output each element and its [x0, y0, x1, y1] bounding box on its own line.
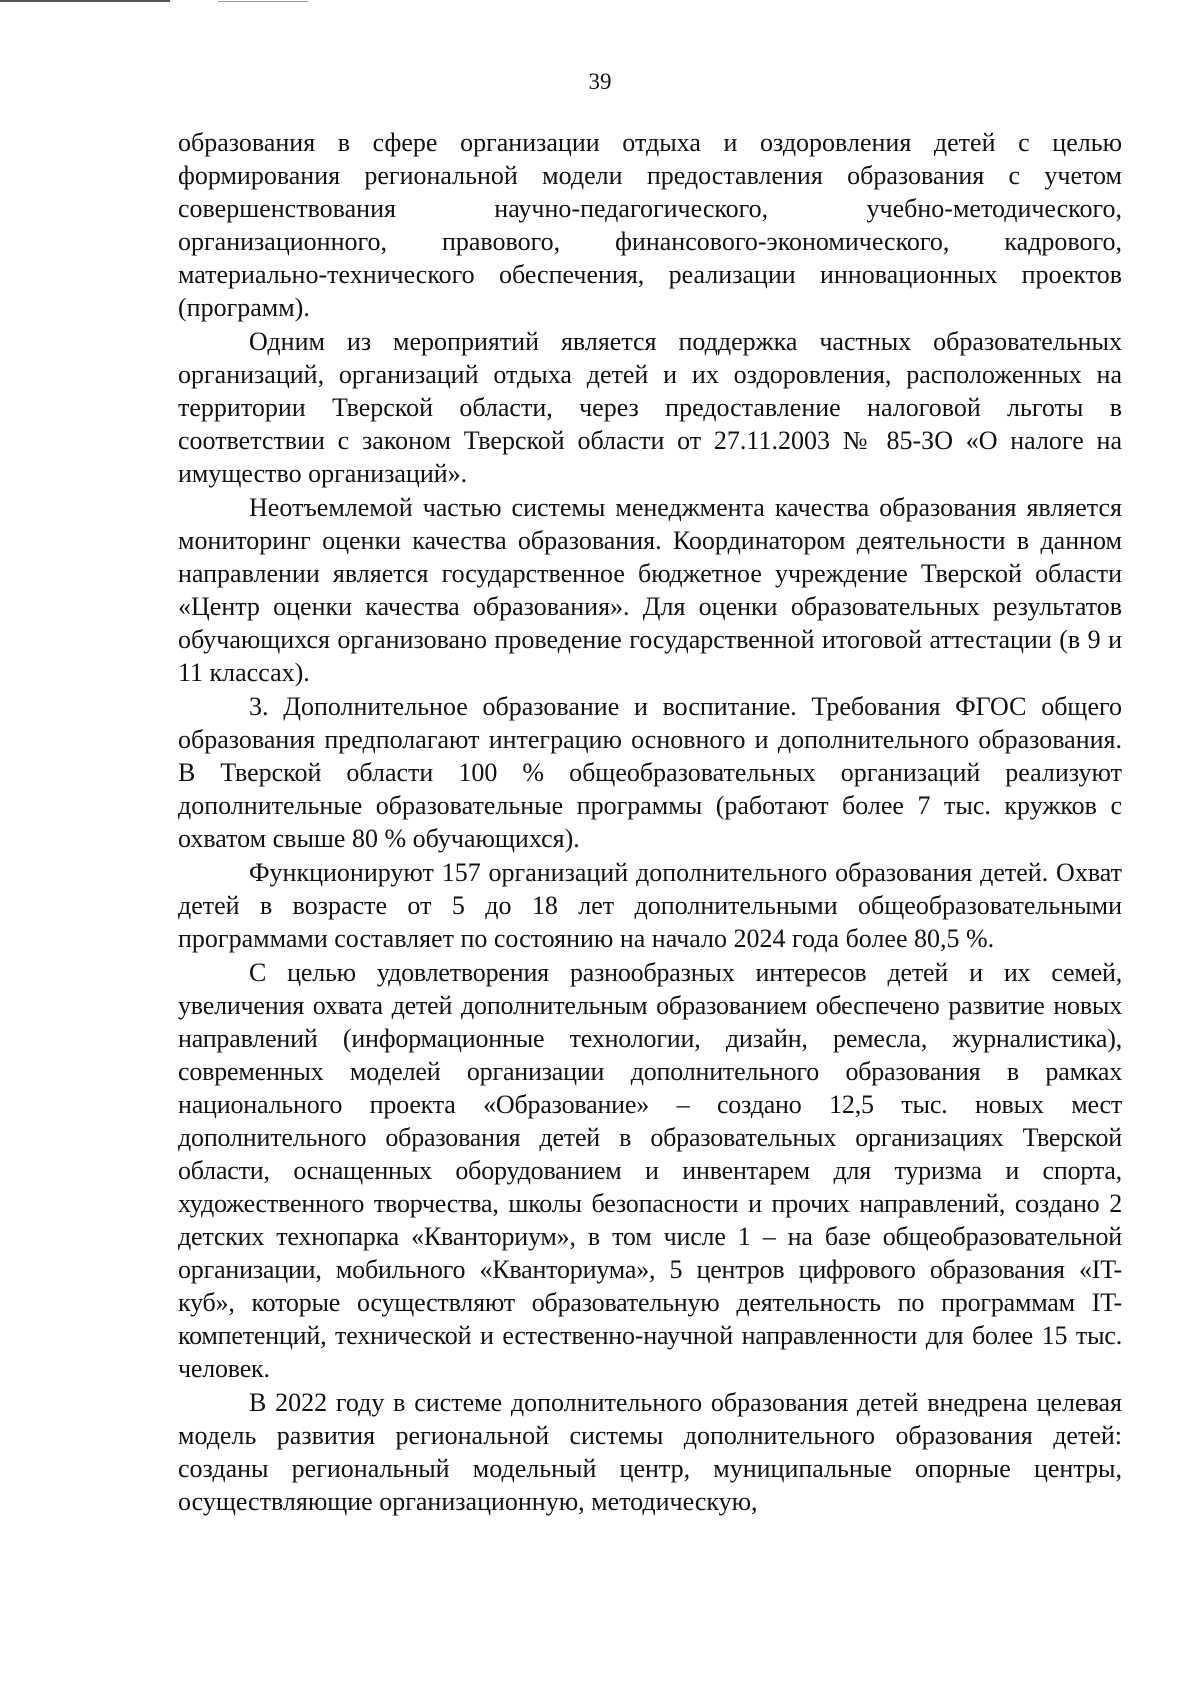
paragraph-additional-education: 3. Дополнительное образование и воспитание. Требования ФГОС общего образования предполагают интеграцию основного и дополнительного образования. В Тверской области 100 % общеобразовательных организаций реализуют дополнительные образовательные программы (работают более 7 тыс. кружков с охватом свыше 80 % обучающихся). [178, 692, 1122, 853]
paragraph-organizations-count: Функционируют 157 организаций дополнительного образования детей. Охват детей в возрасте от 5 до 18 лет дополнительными общеобразовательными программами составляет по состоянию на начало 2024 года более 80,5 %. [178, 858, 1122, 953]
scan-edge-mark [0, 0, 170, 2]
paragraph-tax-benefit: Одним из мероприятий является поддержка частных образовательных организаций, организаций отдыха детей и их оздоровления, расположенных на территории Тверской области, через предоставление налоговой льготы в соответствии с законом Тверской области от 27.11.2003 № 85-ЗО «О налоге на имущество организаций». [178, 327, 1122, 488]
page-number: 39 [588, 69, 612, 94]
paragraph-target-model: В 2022 году в системе дополнительного образования детей внедрена целевая модель развития региональной системы дополнительного образования детей: созданы региональный модельный центр, муниципальные опорные центры, осуществляющие организационную, методическую, [178, 1388, 1122, 1516]
body-text [178, 126, 1122, 1519]
paragraph-continuation: образования в сфере организации отдыха и оздоровления детей с целью формирования региональной модели предоставления образования с учетом совершенствования научно-педагогического, учебно-методического, организационного, правового, финансового-экономического, кадрового, материально-технического обеспечения, реализации инновационных проектов (программ). [178, 128, 1122, 322]
scan-edge-mark [218, 1, 308, 2]
paragraph-new-directions: С целью удовлетворения разнообразных интересов детей и их семей, увеличения охвата детей дополнительным образованием обеспечено развитие новых направлений (информационные технологии, дизайн, ремесла, журналистика), современных моделей организации дополнительного образования в рамках национального проекта «Образование» – создано 12,5 тыс. новых мест дополнительного образования детей в образовательных организациях Тверской области, оснащенных оборудованием и инвентарем для туризма и спорта, художественного творчества, школы безопасности и прочих направлений, создано 2 детских технопарка «Кванториум», в том числе 1 – на базе общеобразовательной организации, мобильного «Кванториума», 5 центров цифрового образования «IT-куб», которые осуществляют образовательную деятельность по программам IT-компетенций, технической и естественно-научной направленности для более 15 тыс. человек. [178, 958, 1122, 1383]
paragraph-quality-monitoring: Неотъемлемой частью системы менеджмента качества образования является мониторинг оценки качества образования. Координатором деятельности в данном направлении является государственное бюджетное учреждение Тверской области «Центр оценки качества образования». Для оценки образовательных результатов обучающихся организовано проведение государственной итоговой аттестации (в 9 и 11 классах). [178, 493, 1122, 687]
